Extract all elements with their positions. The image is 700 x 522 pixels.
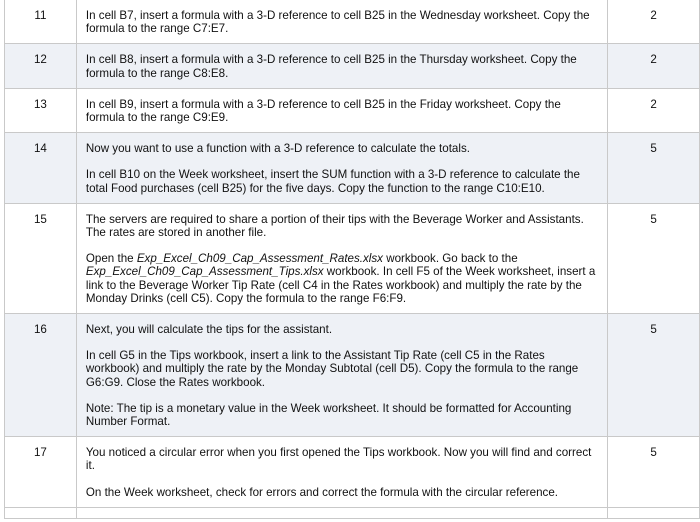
step-description-cell [76, 507, 607, 518]
step-text: You noticed a circular error when you first opened the Tips workbook. Now you will find and correct it. [85, 446, 592, 473]
step-number-cell [5, 88, 77, 132]
step-paragraph [86, 486, 599, 499]
file-name-text: Exp_Excel_Ch09_Cap_Assessment_Rates.xlsx [136, 252, 383, 266]
instructions-sheet [4, 0, 700, 519]
points-value: 5 [650, 323, 657, 337]
step-description-cell [76, 44, 607, 88]
steps-table-body [5, 0, 700, 518]
file-name-text: Exp_Excel_Ch09_Cap_Assessment_Tips.xlsx [85, 265, 324, 279]
table-row [5, 44, 700, 88]
step-description-cell [76, 133, 607, 204]
step-text: workbook. In cell F5 of the Week worksheet, insert a link to the Beverage Worker Tip Rate (cell C4 in the Rates workbook) and multiply the rate by the Monday Drinks (cell C5). Copy the formula to the range F6:F9. [85, 265, 596, 305]
table-row-partial-bottom [5, 507, 700, 518]
step-paragraph [86, 142, 599, 155]
step-paragraph [86, 98, 599, 124]
step-paragraph [86, 323, 599, 336]
step-number-cell [5, 314, 77, 437]
step-text: In cell B7, insert a formula with a 3-D reference to cell B25 in the Wednesday worksheet. Copy the formula to the range C7:E7. [85, 9, 590, 36]
step-text: The servers are required to share a portion of their tips with the Beverage Worker and Assistants. The rates are stored in another file. [85, 212, 584, 240]
table-row [5, 437, 700, 508]
step-paragraph [86, 252, 599, 305]
points-cell [608, 133, 700, 204]
step-number: 17 [33, 446, 47, 460]
step-number-cell [5, 507, 77, 518]
step-description-cell [76, 88, 607, 132]
step-number-cell [5, 203, 77, 313]
points-cell [608, 203, 700, 313]
step-description-cell [76, 437, 607, 508]
points-cell [608, 0, 700, 44]
step-text: Next, you will calculate the tips for the assistant. [85, 323, 333, 337]
points-cell [608, 437, 700, 508]
points-value: 2 [650, 9, 657, 22]
step-number: 12 [33, 53, 47, 67]
table-row [5, 88, 700, 132]
step-number: 15 [33, 212, 47, 226]
step-paragraph [86, 53, 599, 79]
step-number: 14 [33, 142, 47, 156]
step-paragraph [86, 213, 599, 239]
points-value: 5 [650, 142, 657, 156]
step-text: Open the [85, 252, 137, 266]
step-description-cell [76, 314, 607, 437]
step-number: 16 [33, 323, 47, 337]
points-value: 2 [650, 97, 657, 111]
steps-table [4, 0, 700, 519]
table-row [5, 314, 700, 437]
step-text: workbook. Go back to the [382, 252, 518, 266]
step-paragraph [86, 168, 599, 194]
step-paragraph [86, 446, 599, 472]
points-cell [608, 507, 700, 518]
points-cell [608, 88, 700, 132]
step-description-cell [76, 0, 607, 44]
step-text: In cell B10 on the Week worksheet, insert the SUM function with a 3-D reference to calculate the total Food purchases (cell B25) for the five days. Copy the function to the range C10:E10. [85, 168, 580, 195]
points-value: 2 [650, 53, 657, 67]
step-text: In cell B8, insert a formula with a 3-D reference to cell B25 in the Thursday worksheet. Copy the formula to the range C8:E8. [85, 53, 577, 80]
table-row [5, 203, 700, 313]
step-paragraph [86, 349, 599, 389]
step-text: In cell B9, insert a formula with a 3-D reference to cell B25 in the Friday worksheet. Copy the formula to the range C9:E9. [85, 97, 561, 125]
table-row [5, 0, 700, 44]
step-text: Note: The tip is a monetary value in the Week worksheet. It should be formatted for Accounting Number Format. [85, 401, 572, 429]
step-number-cell [5, 133, 77, 204]
points-cell [608, 314, 700, 437]
step-number: 11 [34, 9, 47, 22]
step-text: Now you want to use a function with a 3-D reference to calculate the totals. [85, 142, 470, 156]
points-value: 5 [650, 212, 657, 226]
step-number-cell [5, 0, 77, 44]
table-row [5, 133, 700, 204]
step-text: On the Week worksheet, check for errors and correct the formula with the circular reference. [85, 485, 558, 499]
step-paragraph [86, 9, 599, 35]
step-paragraph [86, 402, 599, 428]
points-value: 5 [650, 446, 657, 460]
points-cell [608, 44, 700, 88]
step-number-cell [5, 437, 77, 508]
step-number: 13 [33, 97, 47, 111]
step-number-cell [5, 44, 77, 88]
step-text: In cell G5 in the Tips workbook, insert a link to the Assistant Tip Rate (cell C5 in the Rates workbook) and multiply the rate by the Monday Subtotal (cell D5). Copy the formula to the range G6:G9. Close the Rates workbook. [85, 349, 579, 389]
step-description-cell [76, 203, 607, 313]
